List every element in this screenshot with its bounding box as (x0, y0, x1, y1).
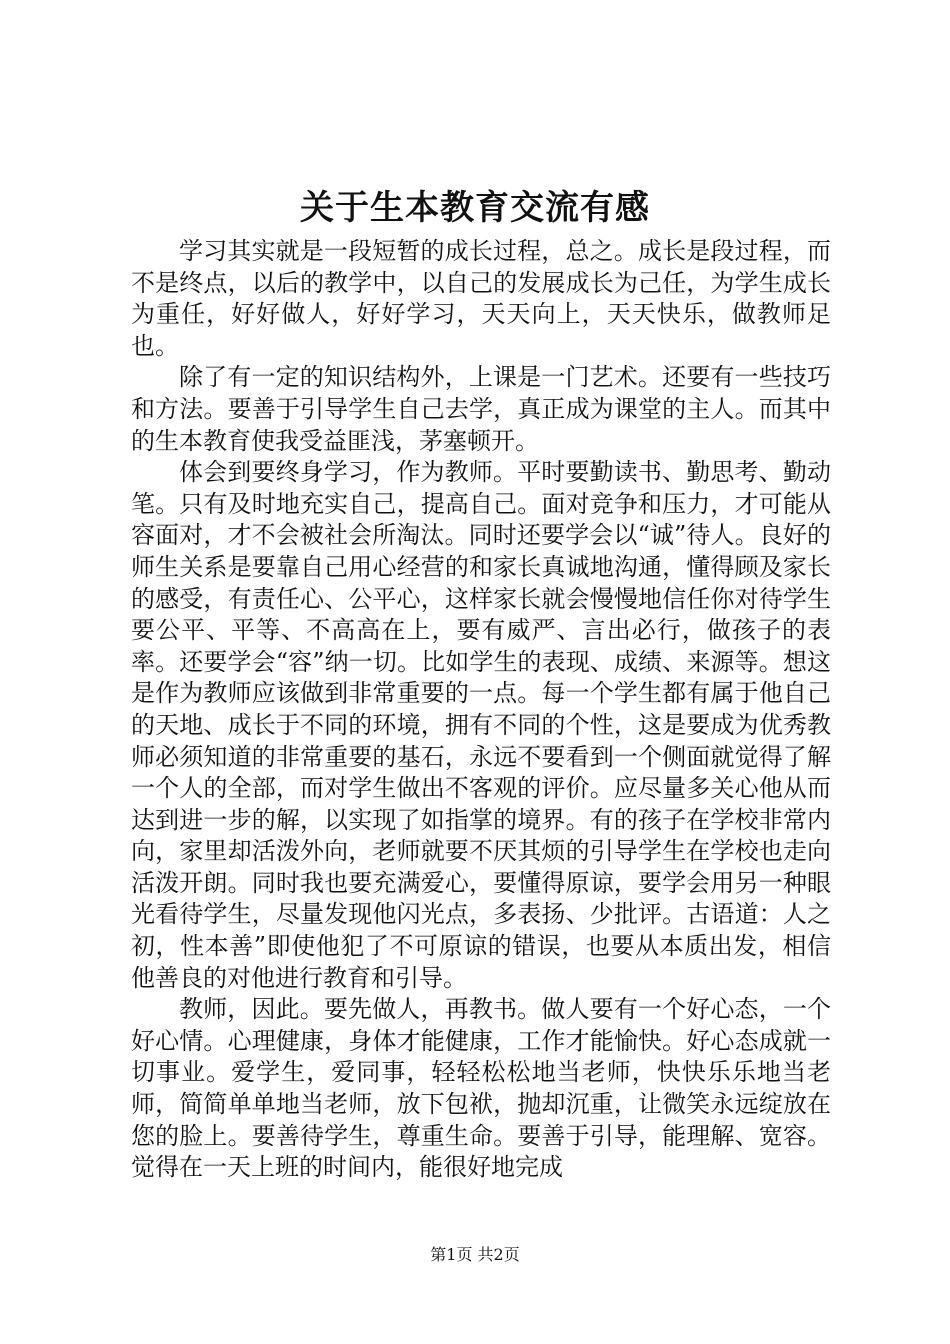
document-body (131, 236, 831, 1184)
paragraph-3: 体会到要终身学习，作为教师。平时要勤读书、勤思考、勤动笔。只有及时地充实自己，提高自己。面对竞争和压力，才可能从容面对，才不会被社会所淘汰。同时还要学会以“诚”待人。良好的师生关系是要靠自己用心经营的和家长真诚地沟通，懂得顾及家长的感受，有责任心、公平心，这样家长就会慢慢地信任你对待学生要公平、平等、不高高在上，要有威严、言出必行，做孩子的表率。还要学会“容”纳一切。比如学生的表现、成绩、来源等。想这是作为教师应该做到非常重要的一点。每一个学生都有属于他自己的天地、成长于不同的环境，拥有不同的个性，这是要成为优秀教师必须知道的非常重要的基石，永远不要看到一个侧面就觉得了解一个人的全部，而对学生做出不客观的评价。应尽量多关心他从而达到进一步的解，以实现了如指掌的境界。有的孩子在学校非常内向，家里却活泼外向，老师就要不厌其烦的引导学生在学校也走向活泼开朗。同时我也要充满爱心，要懂得原谅，要学会用另一种眼光看待学生，尽量发现他闪光点，多表扬、少批评。古语道：人之初，性本善”即使他犯了不可原谅的错误，也要从本质出发，相信他善良的对他进行教育和引导。 (131, 458, 831, 992)
paragraph-2: 除了有一定的知识结构外，上课是一门艺术。还要有一些技巧和方法。要善于引导学生自己去学，真正成为课堂的主人。而其中的生本教育使我受益匪浅，茅塞顿开。 (131, 363, 831, 455)
page-number-footer: 第1页 共2页 (430, 1245, 520, 1264)
document-title: 关于生本教育交流有感 (300, 188, 650, 228)
paragraph-1: 学习其实就是一段短暂的成长过程，总之。成长是段过程，而不是终点，以后的教学中，以自己的发展成长为己任，为学生成长为重任，好好做人，好好学习，天天向上，天天快乐，做教师足也。 (131, 237, 831, 360)
paragraph-4: 教师，因此。要先做人，再教书。做人要有一个好心态，一个好心情。心理健康，身体才能健康，工作才能愉快。好心态成就一切事业。爱学生，爱同事，轻轻松松地当老师，快快乐乐地当老师，简简单单地当老师，放下包袱，抛却沉重，让微笑永远绽放在您的脸上。要善待学生，尊重生命。要善于引导，能理解、宽容。觉得在一天上班的时间内，能很好地完成 (131, 995, 831, 1182)
